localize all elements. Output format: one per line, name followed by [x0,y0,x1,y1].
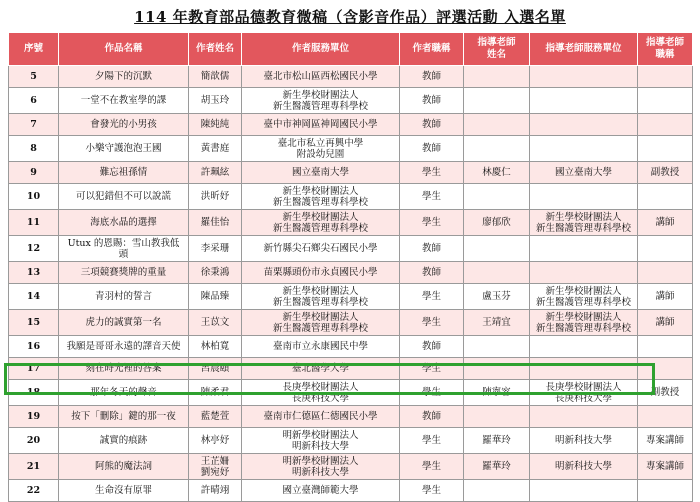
cell-advisor-role: 講師 [638,210,693,236]
cell-advisor-unit: 長庚學校財團法人 長庚科技大學 [530,380,638,406]
cell-advisor-unit [530,262,638,284]
cell-advisor-role: 副教授 [638,162,693,184]
cell-no: 12 [9,236,59,262]
cell-advisor-role: 專案講師 [638,428,693,454]
cell-advisor-unit [530,236,638,262]
cell-no: 14 [9,284,59,310]
cell-no: 18 [9,380,59,406]
cell-work: 那年冬天的聲音 [59,380,189,406]
cell-advisor-unit [530,480,638,502]
cell-work: 會發光的小男孩 [59,114,189,136]
cell-author: 羅佳怡 [189,210,242,236]
cell-no: 17 [9,358,59,380]
cell-unit: 明新學校財團法人 明新科技大學 [242,428,400,454]
cell-no: 9 [9,162,59,184]
cell-advisor-role [638,136,693,162]
cell-advisor-unit: 新生學校財團法人 新生醫護管理專科學校 [530,210,638,236]
cell-author: 陳柔君 [189,380,242,406]
cell-author: 簡歆儒 [189,66,242,88]
cell-no: 10 [9,184,59,210]
cell-author: 陳純純 [189,114,242,136]
cell-advisor-unit [530,184,638,210]
winners-table [8,32,693,502]
header-author: 作者姓名 [189,33,242,66]
cell-advisor-unit: 新生學校財團法人 新生醫護管理專科學校 [530,310,638,336]
cell-no: 22 [9,480,59,502]
cell-role: 教師 [400,262,464,284]
cell-advisor-role [638,114,693,136]
cell-advisor-role [638,358,693,380]
cell-author: 林柏寬 [189,336,242,358]
cell-unit: 臺北市松山區西松國民小學 [242,66,400,88]
cell-advisor-role [638,406,693,428]
cell-unit: 臺南市立永康國民中學 [242,336,400,358]
cell-work: 我願是哥哥永遠的譯音天使 [59,336,189,358]
cell-advisor-unit [530,406,638,428]
cell-advisor-unit: 國立臺南大學 [530,162,638,184]
cell-advisor [464,184,530,210]
cell-advisor-role [638,184,693,210]
cell-work: 阿熊的魔法詞 [59,454,189,480]
cell-advisor-unit [530,136,638,162]
cell-author: 李采珊 [189,236,242,262]
cell-work: 夕陽下的沉默 [59,66,189,88]
table-row [9,136,693,162]
cell-advisor [464,88,530,114]
cell-author: 許珮絃 [189,162,242,184]
cell-unit: 臺北醫學大學 [242,358,400,380]
cell-work: 按下「刪除」鍵的那一夜 [59,406,189,428]
cell-role: 學生 [400,284,464,310]
header-unit: 作者服務單位 [242,33,400,66]
cell-advisor-role [638,336,693,358]
cell-role: 學生 [400,162,464,184]
cell-unit: 新竹縣尖石鄉尖石國民小學 [242,236,400,262]
cell-no: 13 [9,262,59,284]
cell-no: 19 [9,406,59,428]
cell-unit: 苗栗縣頭份市永貞國民小學 [242,262,400,284]
cell-work: 海底水晶的選擇 [59,210,189,236]
cell-work: 虎力的誠實第一名 [59,310,189,336]
cell-advisor-role [638,66,693,88]
cell-author: 黃書庭 [189,136,242,162]
cell-advisor: 盧玉芬 [464,284,530,310]
table-row [9,88,693,114]
cell-advisor-unit [530,66,638,88]
header-advisor-role: 指導老師 職稱 [638,33,693,66]
cell-author: 許晴翊 [189,480,242,502]
cell-advisor: 王靖宜 [464,310,530,336]
cell-no: 21 [9,454,59,480]
cell-author: 胡玉玲 [189,88,242,114]
table-row [9,284,693,310]
cell-unit: 新生學校財團法人 新生醫護管理專科學校 [242,284,400,310]
cell-advisor: 羅華玲 [464,428,530,454]
cell-unit: 國立臺灣師範大學 [242,480,400,502]
cell-role: 學生 [400,480,464,502]
cell-role: 學生 [400,380,464,406]
cell-unit: 國立臺南大學 [242,162,400,184]
cell-advisor-role [638,236,693,262]
cell-author: 藍楚萱 [189,406,242,428]
table-row [9,480,693,502]
cell-role: 教師 [400,136,464,162]
cell-advisor-role: 專案講師 [638,454,693,480]
cell-advisor-unit [530,114,638,136]
document-title: 114 年教育部品德教育微稿（含影音作品）評選活動 入選名單 [134,8,566,26]
table-row [9,454,693,480]
cell-work: 一堂不在教室學的課 [59,88,189,114]
cell-no: 7 [9,114,59,136]
cell-role: 教師 [400,114,464,136]
cell-advisor [464,336,530,358]
table-row [9,358,693,380]
cell-advisor [464,480,530,502]
cell-author: 陳品臻 [189,284,242,310]
cell-unit: 新生學校財團法人 新生醫護管理專科學校 [242,88,400,114]
table-row [9,406,693,428]
cell-unit: 明新學校財團法人 明新科技大學 [242,454,400,480]
cell-author: 王芷姍 劉宛妤 [189,454,242,480]
cell-author: 洪昕妤 [189,184,242,210]
cell-role: 學生 [400,428,464,454]
cell-role: 教師 [400,406,464,428]
cell-role: 學生 [400,184,464,210]
cell-advisor-role [638,480,693,502]
table-row [9,162,693,184]
cell-advisor-role [638,88,693,114]
table-row [9,114,693,136]
header-advisor-unit: 指導老師服務單位 [530,33,638,66]
cell-advisor-unit: 新生學校財團法人 新生醫護管理專科學校 [530,284,638,310]
header-role: 作者職稱 [400,33,464,66]
cell-advisor: 林慶仁 [464,162,530,184]
cell-unit: 新生學校財團法人 新生醫護管理專科學校 [242,210,400,236]
cell-advisor [464,114,530,136]
cell-advisor-unit [530,88,638,114]
cell-unit: 新生學校財團法人 新生醫護管理專科學校 [242,184,400,210]
cell-unit: 長庚學校財團法人 長庚科技大學 [242,380,400,406]
cell-author: 呂晨頤 [189,358,242,380]
cell-author: 王苡文 [189,310,242,336]
cell-no: 15 [9,310,59,336]
cell-work: 刻在時光裡的答案 [59,358,189,380]
cell-advisor [464,262,530,284]
cell-advisor: 廖郁欣 [464,210,530,236]
table-row [9,236,693,262]
table-row [9,66,693,88]
cell-role: 學生 [400,454,464,480]
cell-advisor [464,136,530,162]
cell-work: 青羽村的誓言 [59,284,189,310]
table-row [9,310,693,336]
header-no: 序號 [9,33,59,66]
cell-advisor-unit: 明新科技大學 [530,454,638,480]
table-row [9,184,693,210]
cell-unit: 臺北市私立再興中學 附設幼兒園 [242,136,400,162]
table-row [9,262,693,284]
cell-unit: 臺南市仁德區仁德國民小學 [242,406,400,428]
table-row [9,336,693,358]
cell-advisor-role: 講師 [638,284,693,310]
table-row [9,428,693,454]
cell-no: 5 [9,66,59,88]
cell-role: 學生 [400,210,464,236]
cell-work: 難忘祖孫情 [59,162,189,184]
cell-role: 教師 [400,66,464,88]
cell-role: 教師 [400,88,464,114]
cell-no: 8 [9,136,59,162]
cell-role: 學生 [400,358,464,380]
cell-advisor-role [638,262,693,284]
cell-advisor-unit [530,336,638,358]
cell-unit: 新生學校財團法人 新生醫護管理專科學校 [242,310,400,336]
cell-no: 11 [9,210,59,236]
cell-role: 教師 [400,336,464,358]
cell-advisor [464,66,530,88]
cell-advisor-unit [530,358,638,380]
cell-author: 徐秉鴻 [189,262,242,284]
cell-advisor [464,358,530,380]
header-work: 作品名稱 [59,33,189,66]
cell-role: 學生 [400,310,464,336]
cell-author: 林亭妤 [189,428,242,454]
table-row [9,380,693,406]
cell-advisor [464,236,530,262]
cell-work: 可以犯錯但不可以說謊 [59,184,189,210]
cell-no: 6 [9,88,59,114]
cell-advisor-role: 講師 [638,310,693,336]
cell-no: 20 [9,428,59,454]
cell-advisor [464,406,530,428]
cell-work: 小樂守護泡泡王國 [59,136,189,162]
table-row [9,210,693,236]
cell-work: 三項競賽獎牌的重量 [59,262,189,284]
cell-advisor: 羅華玲 [464,454,530,480]
cell-work: Utux 的恩賜：雪山教我低 頭 [59,236,189,262]
cell-work: 生命沒有原罪 [59,480,189,502]
cell-advisor-role: 副教授 [638,380,693,406]
header-advisor: 指導老師 姓名 [464,33,530,66]
cell-advisor-unit: 明新科技大學 [530,428,638,454]
cell-role: 教師 [400,236,464,262]
table-header-row [9,33,693,66]
cell-work: 誠實的痕跡 [59,428,189,454]
cell-advisor: 陳寧容 [464,380,530,406]
cell-unit: 臺中市神岡區神岡國民小學 [242,114,400,136]
cell-no: 16 [9,336,59,358]
